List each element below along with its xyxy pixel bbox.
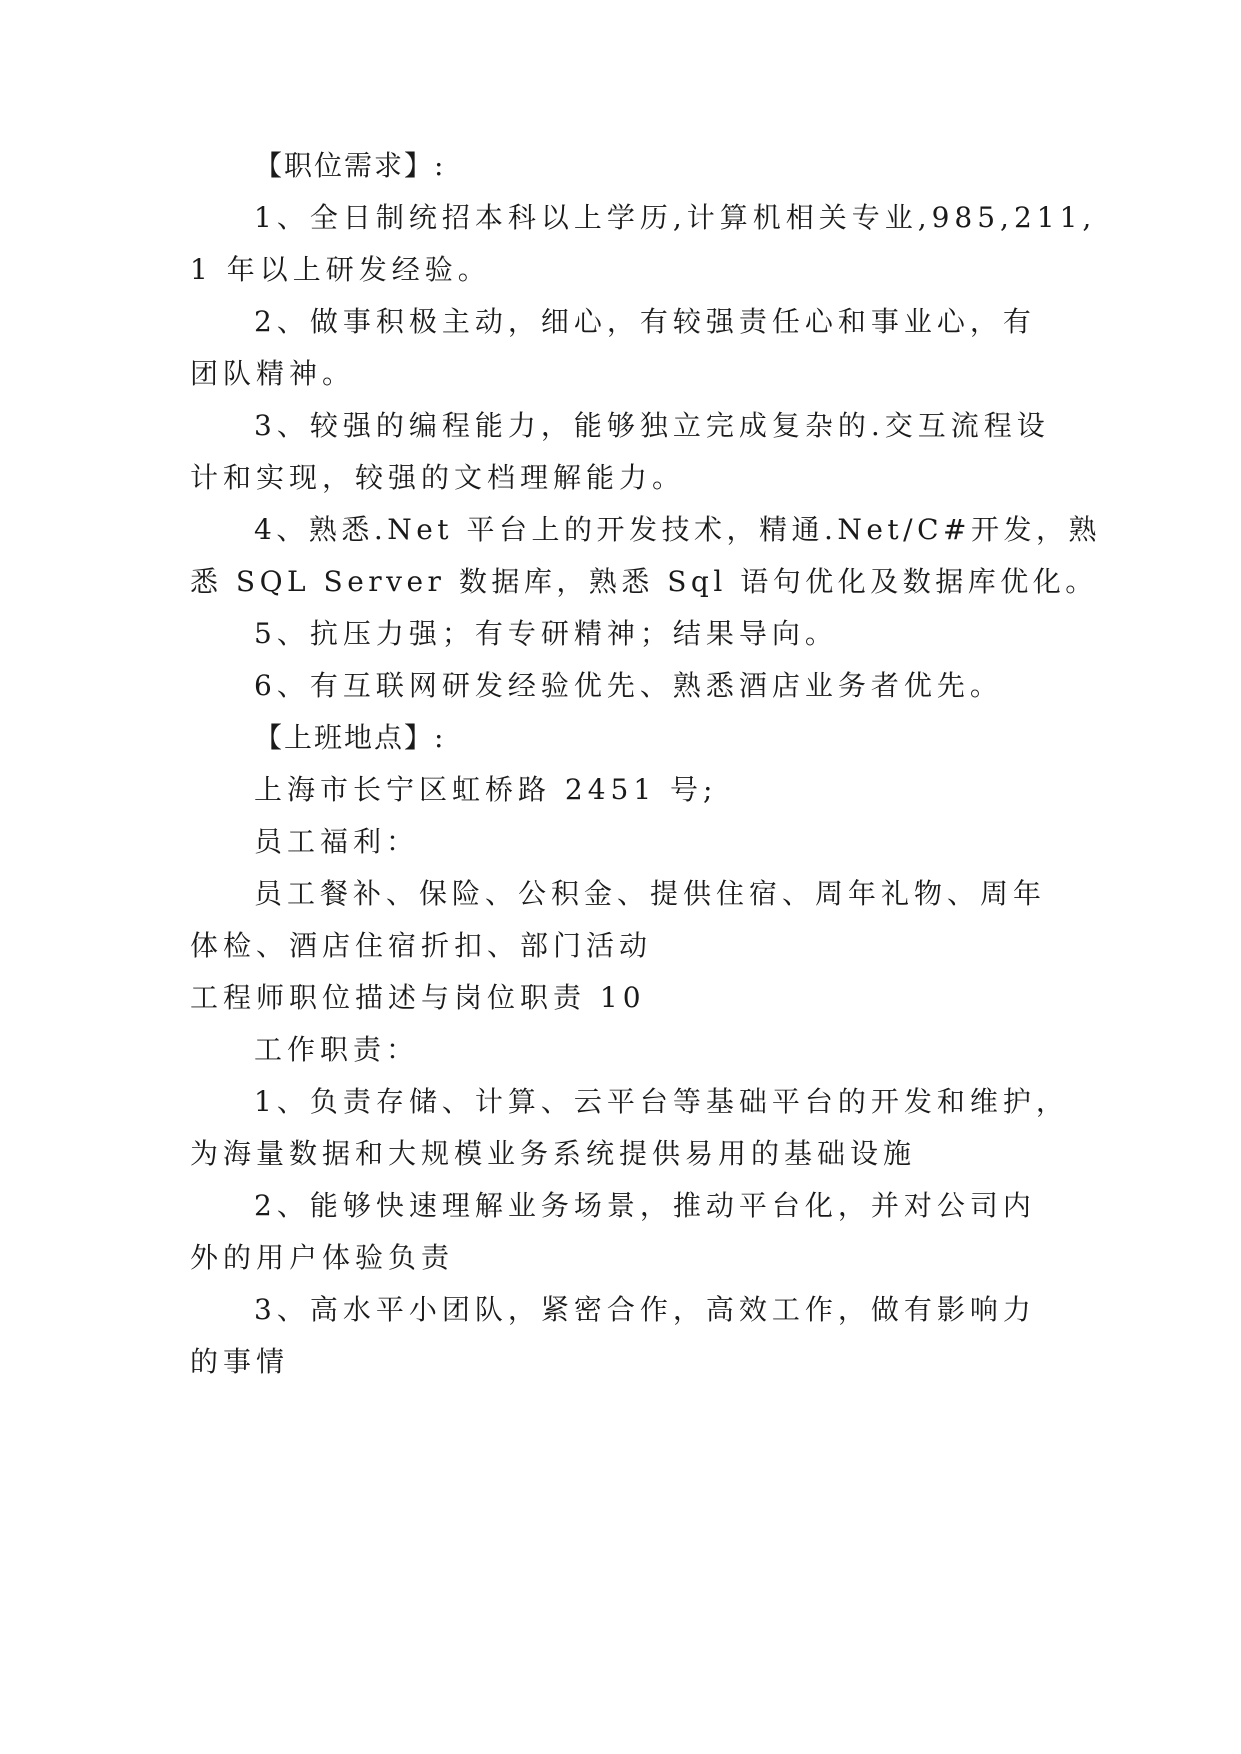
- requirement-1-line-1: 1、全日制统招本科以上学历,计算机相关专业,985,211,: [254, 201, 1097, 234]
- requirement-5: 5、抗压力强；有专研精神；结果导向。: [254, 617, 838, 650]
- benefits-heading: 员工福利：: [254, 825, 420, 858]
- duty-2-line-2: 外的用户体验负责: [190, 1241, 455, 1274]
- duty-2-line-1: 2、能够快速理解业务场景，推动平台化，并对公司内: [254, 1189, 1036, 1222]
- requirement-6: 6、有互联网研发经验优先、熟悉酒店业务者优先。: [254, 669, 1003, 702]
- requirement-4-line-2: 悉 SQL Server 数据库，熟悉 Sql 语句优化及数据库优化。: [190, 565, 1098, 598]
- requirement-3-line-2: 计和实现，较强的文档理解能力。: [190, 461, 686, 494]
- duty-1-line-2: 为海量数据和大规模业务系统提供易用的基础设施: [190, 1137, 917, 1170]
- requirement-2-line-1: 2、做事积极主动，细心，有较强责任心和事业心，有: [254, 305, 1036, 338]
- location-address: 上海市长宁区虹桥路 2451 号;: [254, 773, 718, 806]
- requirement-1-line-2: 1 年以上研发经验。: [190, 253, 491, 286]
- duty-3-line-2: 的事情: [190, 1345, 290, 1378]
- duties-heading: 工作职责：: [254, 1033, 420, 1066]
- duty-1-line-1: 1、负责存储、计算、云平台等基础平台的开发和维护，: [254, 1085, 1069, 1118]
- requirement-2-line-2: 团队精神。: [190, 357, 356, 390]
- requirements-heading: 【职位需求】:: [254, 149, 446, 182]
- section-title: 工程师职位描述与岗位职责 10: [190, 981, 646, 1014]
- benefits-line-2: 体检、酒店住宿折扣、部门活动: [190, 929, 653, 962]
- duty-3-line-1: 3、高水平小团队，紧密合作，高效工作，做有影响力: [254, 1293, 1036, 1326]
- benefits-line-1: 员工餐补、保险、公积金、提供住宿、周年礼物、周年: [254, 877, 1047, 910]
- requirement-3-line-1: 3、较强的编程能力，能够独立完成复杂的.交互流程设: [254, 409, 1050, 442]
- requirement-4-line-1: 4、熟悉.Net 平台上的开发技术，精通.Net/C#开发，熟: [254, 513, 1101, 546]
- location-heading: 【上班地点】:: [254, 721, 446, 754]
